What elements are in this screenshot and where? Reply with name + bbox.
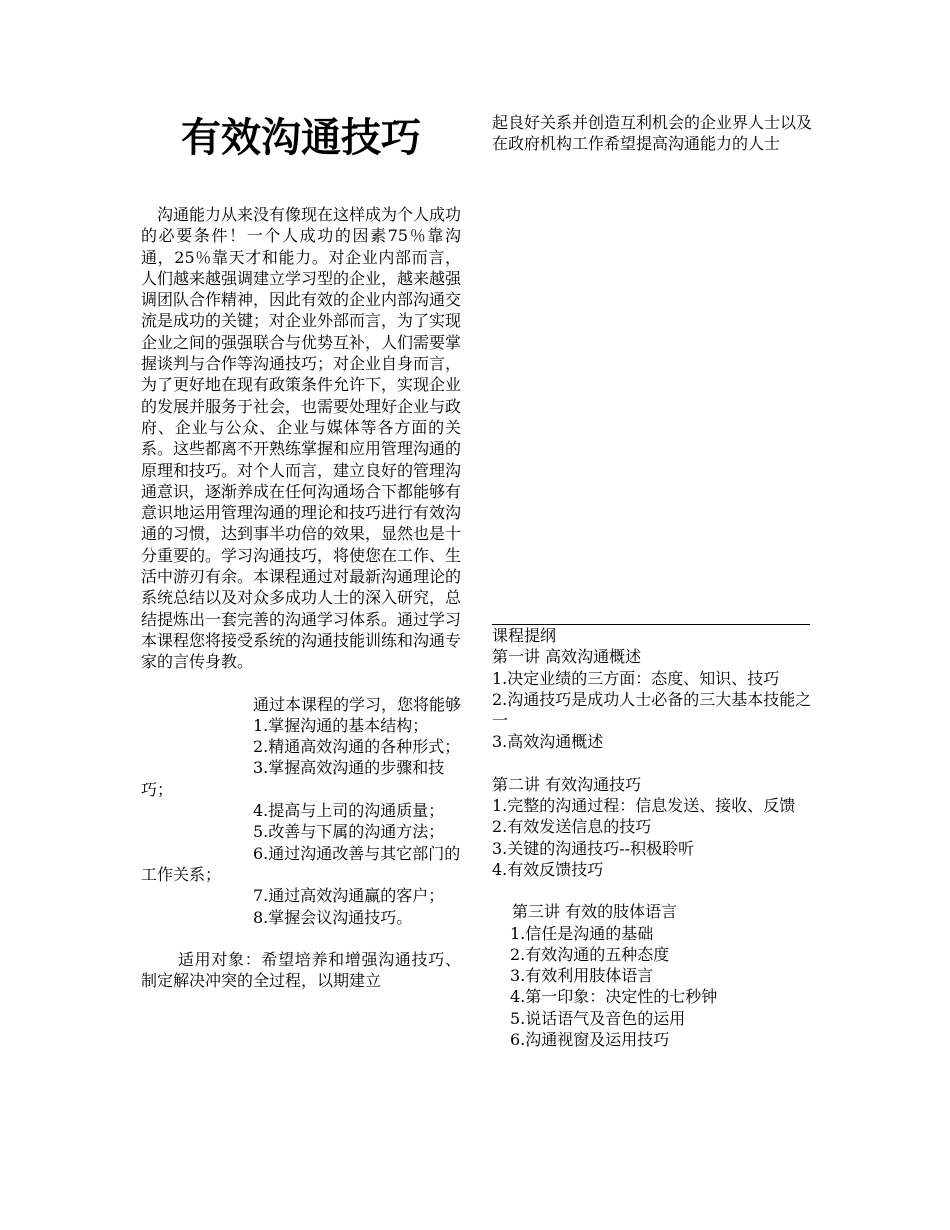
- goal-item: 7.通过高效沟通赢的客户；: [253, 886, 445, 906]
- lecture-item: 3.高效沟通概述: [492, 732, 604, 752]
- goal-item: 2.精通高效沟通的各种形式；: [253, 737, 461, 757]
- audience-continuation: 起良好关系并创造互利机会的企业界人士以及在政府机构工作希望提高沟通能力的人士: [492, 113, 813, 154]
- lecture-title: 第二讲 有效沟通技巧: [492, 774, 642, 794]
- lecture-item: 4.有效反馈技巧: [492, 859, 604, 879]
- spacer: [492, 880, 812, 901]
- lecture-title: 第一讲 高效沟通概述: [492, 647, 642, 667]
- lecture-item: 5.说话语气及音色的运用: [510, 1008, 686, 1028]
- goals-lead: 通过本课程的学习，您将能够: [253, 694, 462, 714]
- right-column-top: [492, 112, 812, 155]
- goal-item: 5.改善与下属的沟通方法；: [253, 822, 445, 842]
- goal-item: 8.掌握会议沟通技巧。: [253, 907, 413, 927]
- lecture-item: 6.沟通视窗及运用技巧: [510, 1030, 670, 1050]
- audience-paragraph: 适用对象：希望培养和增强沟通技巧、制定解决冲突的全过程，以期建立: [141, 949, 461, 991]
- lecture-item: 3.有效利用肢体语言: [510, 966, 654, 986]
- lecture-title: 第三讲 有效的肢体语言: [512, 902, 678, 922]
- document-title: 有效沟通技巧: [181, 114, 421, 161]
- lecture-item: 1.信任是沟通的基础: [510, 923, 654, 943]
- lecture-item: 3.关键的沟通技巧--积极聆听: [492, 838, 695, 858]
- spacer: [492, 753, 812, 774]
- intro-paragraph: 沟通能力从来没有像现在这样成为个人成功的必要条件！一个人成功的因素75％靠沟通，25％靠天才和能力。对企业内部而言，人们越来越强调建立学习型的企业，越来越强调团队合作精神，因此有效的企业内部沟通交流是成功的关键；对企业外部而言，为了实现企业之间的强强联合与优势互补，人们需要掌握谈判与合作等沟通技巧；对企业自身而言，为了更好地在现有政策条件允许下，实现企业的发展并服务于社会，也需要处理好企业与政府、企业与公众、企业与媒体等各方面的关系。这些都离不开熟练掌握和应用管理沟通的原理和技巧。对个人而言，建立良好的管理沟通意识，逐渐养成在任何沟通场合下都能够有意识地运用管理沟通的理论和技巧进行有效沟通的习惯，达到事半功倍的效果，显然也是十分重要的。学习沟通技巧，将使您在工作、生活中游刃有余。本课程通过对最新沟通理论的系统总结以及对众多成功人士的深入研究，总结提炼出一套完善的沟通学习体系。通过学习本课程您将接受系统的沟通技能训练和沟通专家的言传身教。: [141, 205, 462, 672]
- goal-item: 4.提高与上司的沟通质量；: [253, 801, 445, 821]
- goal-item: 3.掌握高效沟通的步骤和技巧；: [141, 758, 445, 799]
- course-outline: [492, 624, 812, 1050]
- goal-item: 1.掌握沟通的基本结构；: [253, 715, 429, 735]
- lecture-item: 4.第一印象：决定性的七秒钟: [510, 987, 718, 1007]
- lecture-item: 2.有效沟通的五种态度: [510, 944, 670, 964]
- outline-heading: 课程提纲: [492, 626, 557, 645]
- lecture-item: 2.沟通技巧是成功人士必备的三大基本技能之一: [492, 689, 812, 731]
- lecture-item: 1.决定业绩的三方面：态度、知识、技巧: [492, 668, 780, 688]
- lecture-item: 1.完整的沟通过程：信息发送、接收、反馈: [492, 796, 796, 816]
- lecture-item: 2.有效发送信息的技巧: [492, 817, 652, 837]
- goal-item: 6.通过沟通改善与其它部门的工作关系；: [141, 843, 461, 884]
- left-column: [141, 110, 461, 991]
